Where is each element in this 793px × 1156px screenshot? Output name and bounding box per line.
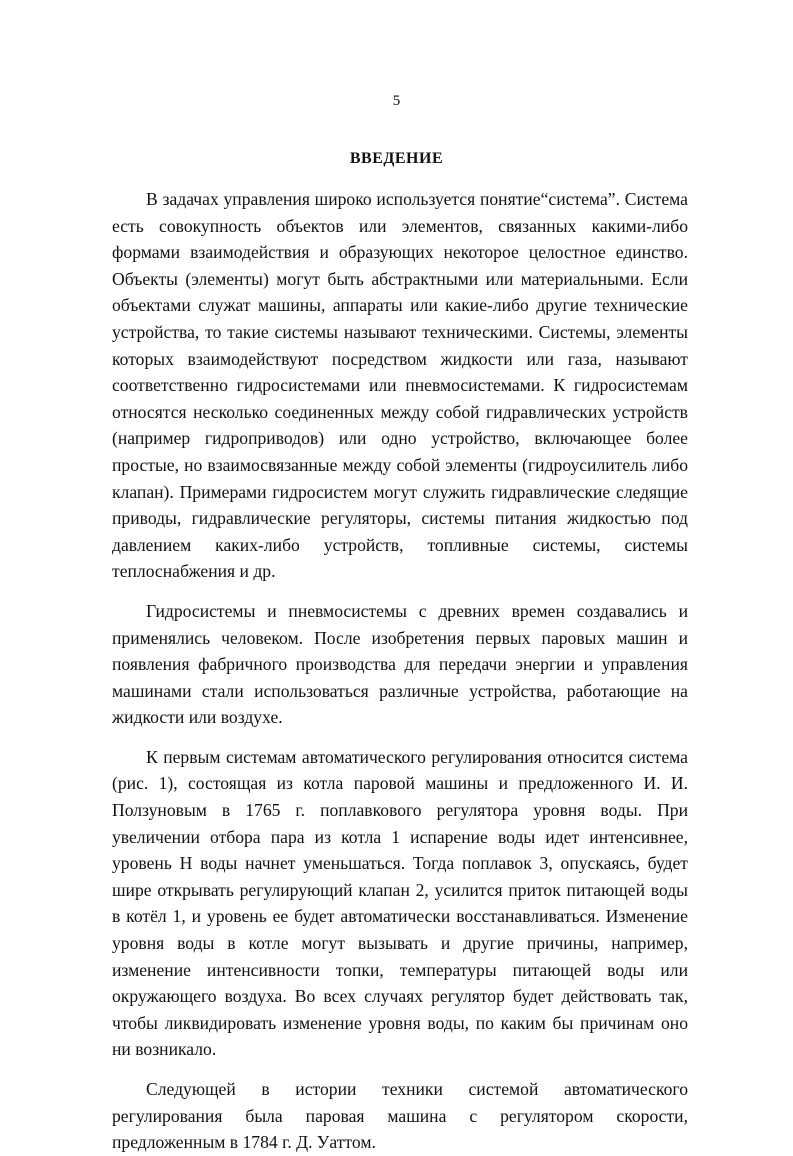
body-text bbox=[112, 186, 688, 1156]
paragraph-3: К первым системам автоматического регулирования относится система (рис. 1), состоящая из котла паровой машины и предложенного И. И. Ползуновым в 1765 г. поплавкового регулятора уровня воды. При увеличении отбора пара из котла 1 испарение воды идет интенсивнее, уровень H воды начнет уменьшаться. Тогда поплавок 3, опускаясь, будет шире открывать регулирующий клапан 2, усилится приток питающей воды в котёл 1, и уровень ее будет автоматически восстанавливаться. Изменение уровня воды в котле могут вызывать и другие причины, например, изменение интенсивности топки, температуры питающей воды или окружающего воздуха. Во всех случаях регулятор будет действовать так, чтобы ликвидировать изменение уровня воды, по каким бы причинам оно ни возникало. bbox=[112, 746, 688, 1060]
paragraph-2: Гидросистемы и пневмосистемы с древних времен создавались и применялись человеком. После изобретения первых паровых машин и появления фабричного производства для передачи энергии и управления машинами стали использоваться различные устройства, работающие на жидкости или воздухе. bbox=[112, 600, 688, 728]
paragraph-4: Следующей в истории техники системой автоматического регулирования была паровая машина с регулятором скорости, предложенным в 1784 г. Д. Уаттом. bbox=[112, 1079, 688, 1153]
section-title: ВВЕДЕНИЕ bbox=[349, 150, 444, 167]
page-number: 5 bbox=[392, 93, 401, 109]
paragraph-1: В задачах управления широко используется понятие“система”. Система есть совокупность объектов или элементов, связанных какими-либо формами взаимодействия и образующих некоторое целостное единство. Объекты (элементы) могут быть абстрактными или материальными. Если объектами служат машины, аппараты или какие-либо другие технические устройства, то такие системы называют техническими. Системы, элементы которых взаимодействуют посредством жидкости или газа, называют соответственно гидросистемами или пневмосистемами. К гидросистемам относятся несколько соединенных между собой гидравлических устройств (например гидроприводов) или одно устройство, включающее более простые, но взаимосвязанные между собой элементы (гидроусилитель либо клапан). Примерами гидросистем могут служить гидравлические следящие приводы, гидравлические регуляторы, системы питания жидкостью под давлением каких-либо устройств, топливные системы, системы теплоснабжения и др. bbox=[112, 189, 688, 582]
